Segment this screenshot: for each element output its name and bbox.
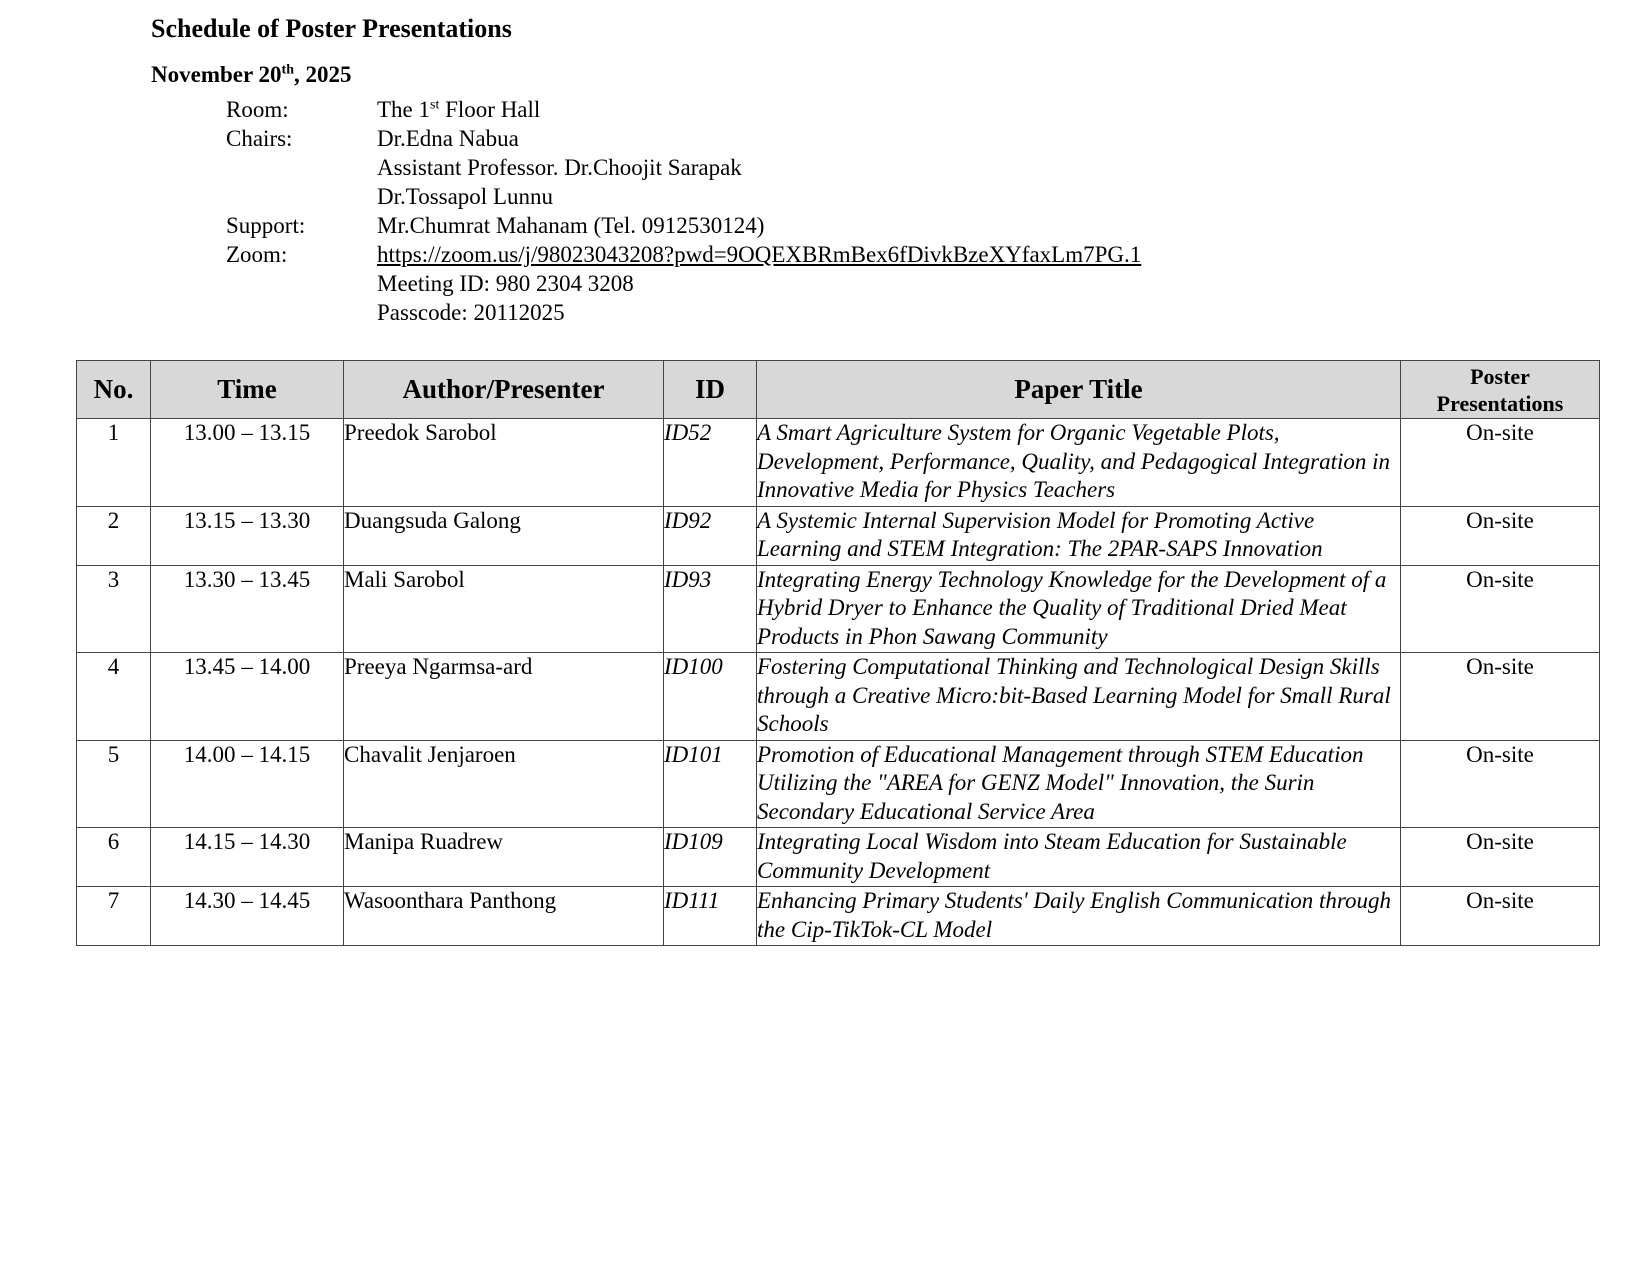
cell-title: Enhancing Primary Students' Daily English Communication through the Cip-TikTok-CL Model bbox=[757, 887, 1401, 946]
passcode: Passcode: 20112025 bbox=[377, 300, 565, 325]
cell-time: 13.45 – 14.00 bbox=[151, 653, 344, 741]
cell-id: ID93 bbox=[664, 565, 757, 653]
cell-author: Manipa Ruadrew bbox=[344, 828, 664, 887]
cell-no: 5 bbox=[77, 740, 151, 828]
meeting-id: Meeting ID: 980 2304 3208 bbox=[377, 271, 634, 296]
cell-author: Mali Sarobol bbox=[344, 565, 664, 653]
cell-author: Preedok Sarobol bbox=[344, 419, 664, 507]
cell-title: Fostering Computational Thinking and Technological Design Skills through a Creative Micro:bit-Based Learning Model for Small Rural Schools bbox=[757, 653, 1401, 741]
room-suffix: Floor Hall bbox=[439, 97, 541, 122]
cell-time: 14.00 – 14.15 bbox=[151, 740, 344, 828]
room-superscript: st bbox=[430, 97, 440, 113]
header-title: Paper Title bbox=[757, 361, 1401, 419]
cell-title: Integrating Energy Technology Knowledge for the Development of a Hybrid Dryer to Enhance the Quality of Traditional Dried Meat Products in Phon Sawang Community bbox=[757, 565, 1401, 653]
cell-mode: On-site bbox=[1401, 828, 1600, 887]
cell-title: Integrating Local Wisdom into Steam Education for Sustainable Community Development bbox=[757, 828, 1401, 887]
cell-mode: On-site bbox=[1401, 419, 1600, 507]
room-row bbox=[226, 95, 1141, 124]
room-value bbox=[377, 95, 540, 124]
cell-mode: On-site bbox=[1401, 740, 1600, 828]
room-label: Room: bbox=[226, 97, 289, 122]
session-date bbox=[151, 62, 351, 88]
session-info bbox=[226, 95, 1141, 327]
zoom-row bbox=[226, 240, 1141, 327]
cell-author: Wasoonthara Panthong bbox=[344, 887, 664, 946]
cell-time: 13.15 – 13.30 bbox=[151, 506, 344, 565]
schedule-table bbox=[76, 360, 1600, 946]
cell-id: ID100 bbox=[664, 653, 757, 741]
date-prefix: November 20 bbox=[151, 62, 282, 87]
table-row bbox=[77, 506, 1600, 565]
table-row bbox=[77, 565, 1600, 653]
cell-time: 14.30 – 14.45 bbox=[151, 887, 344, 946]
chairs-row bbox=[226, 124, 1141, 211]
chair-name: Dr.Edna Nabua bbox=[377, 126, 519, 151]
date-superscript: th bbox=[281, 62, 294, 78]
cell-time: 14.15 – 14.30 bbox=[151, 828, 344, 887]
date-suffix: , 2025 bbox=[293, 62, 352, 87]
table-row bbox=[77, 828, 1600, 887]
cell-author: Chavalit Jenjaroen bbox=[344, 740, 664, 828]
support-label: Support: bbox=[226, 213, 306, 238]
cell-mode: On-site bbox=[1401, 565, 1600, 653]
zoom-link[interactable]: https://zoom.us/j/98023043208?pwd=9OQEXBRmBex6fDivkBzeXYfaxLm7PG.1 bbox=[377, 242, 1142, 267]
header-poster-line1: Poster bbox=[1470, 363, 1530, 389]
page-title: Schedule of Poster Presentations bbox=[151, 14, 512, 43]
cell-no: 3 bbox=[77, 565, 151, 653]
cell-id: ID109 bbox=[664, 828, 757, 887]
cell-author: Preeya Ngarmsa-ard bbox=[344, 653, 664, 741]
header-time: Time bbox=[151, 361, 344, 419]
header-id: ID bbox=[664, 361, 757, 419]
cell-no: 4 bbox=[77, 653, 151, 741]
support-value: Mr.Chumrat Mahanam (Tel. 0912530124) bbox=[377, 213, 765, 238]
cell-id: ID111 bbox=[664, 887, 757, 946]
cell-no: 2 bbox=[77, 506, 151, 565]
header-poster bbox=[1401, 361, 1600, 419]
cell-id: ID92 bbox=[664, 506, 757, 565]
cell-title: A Systemic Internal Supervision Model for Promoting Active Learning and STEM Integration: The 2PAR-SAPS Innovation bbox=[757, 506, 1401, 565]
header-author: Author/Presenter bbox=[344, 361, 664, 419]
zoom-label: Zoom: bbox=[226, 242, 288, 267]
cell-mode: On-site bbox=[1401, 506, 1600, 565]
table-row bbox=[77, 740, 1600, 828]
cell-time: 13.00 – 13.15 bbox=[151, 419, 344, 507]
table-row bbox=[77, 653, 1600, 741]
cell-no: 7 bbox=[77, 887, 151, 946]
cell-mode: On-site bbox=[1401, 887, 1600, 946]
room-prefix: The 1 bbox=[377, 97, 431, 122]
cell-no: 6 bbox=[77, 828, 151, 887]
cell-id: ID52 bbox=[664, 419, 757, 507]
table-row bbox=[77, 419, 1600, 507]
cell-id: ID101 bbox=[664, 740, 757, 828]
cell-author: Duangsuda Galong bbox=[344, 506, 664, 565]
table-header-row bbox=[77, 361, 1600, 419]
cell-title: A Smart Agriculture System for Organic Vegetable Plots, Development, Performance, Quality, and Pedagogical Integration in Innovative Media for Physics Teachers bbox=[757, 419, 1401, 507]
chair-name: Assistant Professor. Dr.Choojit Sarapak bbox=[377, 155, 742, 180]
cell-title: Promotion of Educational Management through STEM Education Utilizing the "AREA for GENZ Model" Innovation, the Surin Secondary Educational Service Area bbox=[757, 740, 1401, 828]
chairs-label: Chairs: bbox=[226, 126, 293, 151]
table-row bbox=[77, 887, 1600, 946]
cell-time: 13.30 – 13.45 bbox=[151, 565, 344, 653]
header-no: No. bbox=[77, 361, 151, 419]
chair-name: Dr.Tossapol Lunnu bbox=[377, 184, 553, 209]
cell-mode: On-site bbox=[1401, 653, 1600, 741]
header-poster-line2: Presentations bbox=[1436, 390, 1564, 416]
support-row bbox=[226, 211, 1141, 240]
cell-no: 1 bbox=[77, 419, 151, 507]
